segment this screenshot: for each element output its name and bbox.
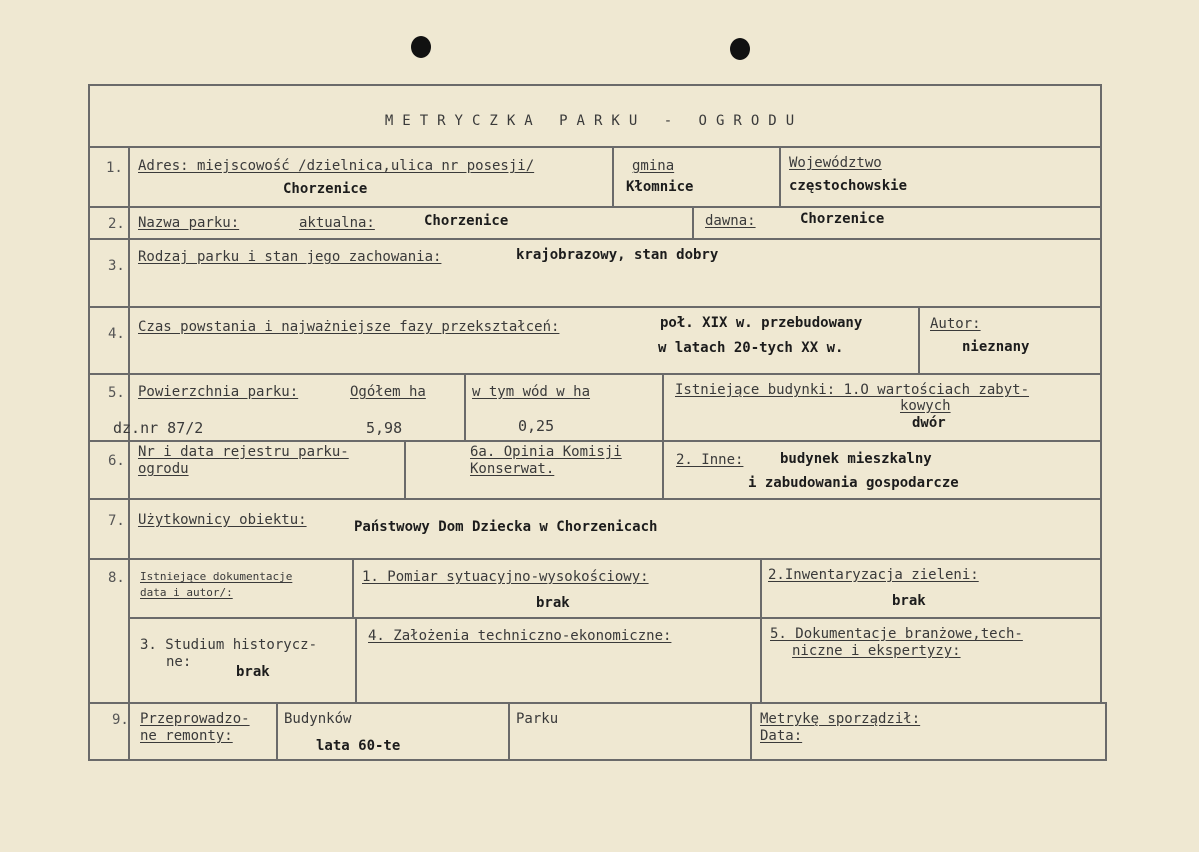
repairs-label-1: Przeprowadzo- (140, 711, 250, 727)
r8-sep-1 (352, 558, 354, 617)
docs-label-2: data i autor/: (140, 586, 233, 599)
buildings-value: dwór (912, 415, 946, 431)
creation-value-line2: w latach 20-tych XX w. (658, 340, 844, 356)
row-number-7: 7. (108, 513, 125, 529)
r8-sep-3 (355, 617, 357, 702)
row-line-3 (88, 306, 1102, 308)
area-label: Powierzchnia parku: (138, 384, 299, 400)
frame-top (88, 84, 1102, 86)
row-number-6: 6. (108, 453, 125, 469)
park-type-label: Rodzaj parku i stan jego zachowania: (138, 249, 442, 265)
row-number-2: 2. (108, 216, 125, 232)
other-buildings-value-1: budynek mieszkalny (780, 451, 932, 467)
card-title: METRYCZKA PARKU - OGRODU (384, 113, 804, 129)
current-name-value: Chorzenice (424, 213, 509, 229)
greenery-value: brak (892, 593, 926, 609)
address-label: Adres: miejscowość /dzielnica,ulica nr posesji/ (138, 158, 535, 174)
row-line-7 (88, 558, 1102, 560)
r4-sep (918, 306, 920, 373)
gmina-value: Kłomnice (626, 179, 694, 195)
r2-sep (692, 206, 694, 238)
total-area-label: Ogółem ha (350, 384, 426, 400)
greenery-label: 2.Inwentaryzacja zieleni: (768, 567, 979, 583)
voivodeship-label: Województwo (789, 155, 882, 171)
tech-econ-label: 4. Założenia techniczno-ekonomiczne: (368, 628, 672, 644)
r5-sep-2 (662, 373, 664, 498)
survey-label: 1. Pomiar sytuacyjno-wysokościowy: (362, 569, 649, 585)
r9-sep-2 (508, 702, 510, 761)
row-line-4 (88, 373, 1102, 375)
branch-docs-label-1: 5. Dokumentacje branżowe,tech- (770, 626, 1023, 642)
creation-label: Czas powstania i najważniejsze fazy przekształceń: (138, 319, 560, 335)
history-value: brak (236, 664, 270, 680)
former-name-value: Chorzenice (800, 211, 885, 227)
row-line-8a (128, 617, 1102, 619)
row-line-2 (88, 238, 1102, 240)
water-area-value: 0,25 (518, 417, 555, 435)
r1-sep-2 (779, 146, 781, 206)
repairs-buildings-value: lata 60-te (316, 738, 401, 754)
row-number-5: 5. (108, 385, 125, 401)
r9-sep-1 (276, 702, 278, 761)
row-number-9: 9. (112, 712, 129, 728)
plot-number: dz.nr 87/2 (113, 419, 204, 437)
users-label: Użytkownicy obiektu: (138, 512, 307, 528)
history-label-2: ne: (166, 654, 192, 670)
other-buildings-label: 2. Inne: (676, 452, 744, 468)
park-type-value: krajobrazowy, stan dobry (516, 247, 719, 263)
former-name-label: dawna: (705, 213, 756, 229)
date-label: Data: (760, 728, 803, 744)
docs-label-1: Istniejące dokumentacje (140, 570, 293, 583)
frame-title-bottom (88, 146, 1102, 148)
users-value: Państwowy Dom Dziecka w Chorzenicach (354, 519, 658, 535)
row-line-8 (88, 702, 1106, 704)
r1-sep-1 (612, 146, 614, 206)
row-line-6 (88, 498, 1102, 500)
row-line-1 (88, 206, 1102, 208)
frame-bottom (88, 759, 1106, 761)
register-label-2: ogrodu (138, 461, 189, 477)
row-number-8: 8. (108, 570, 125, 586)
opinion-label-1: 6a. Opinia Komisji (470, 444, 622, 460)
history-label-1: 3. Studium historycz- (140, 637, 318, 653)
punch-hole-left (411, 36, 431, 58)
r5-sep-1 (464, 373, 466, 440)
author-label: Autor: (930, 316, 981, 332)
buildings-label-2: kowych (900, 398, 951, 414)
water-area-label: w tym wód w ha (472, 384, 591, 400)
row-number-3: 3. (108, 258, 125, 274)
total-area-value: 5,98 (366, 419, 403, 437)
frame-right-lower (1105, 702, 1107, 761)
prepared-by-label: Metrykę sporządził: (760, 711, 921, 727)
author-value: nieznany (962, 339, 1030, 355)
repairs-label-2: ne remonty: (140, 728, 233, 744)
buildings-label-1: Istniejące budynki: 1.O wartościach zabyt- (675, 382, 1030, 398)
current-name-label: aktualna: (299, 215, 375, 231)
branch-docs-label-2: niczne i ekspertyzy: (792, 643, 961, 659)
survey-value: brak (536, 595, 570, 611)
register-label-1: Nr i data rejestru parku- (138, 444, 349, 460)
row-number-1: 1. (106, 160, 123, 176)
park-name-label: Nazwa parku: (138, 215, 240, 231)
r6-sep (404, 440, 406, 498)
row-line-5 (88, 440, 1102, 442)
voivodeship-value: częstochowskie (789, 178, 908, 194)
repairs-park-label: Parku (516, 711, 559, 727)
punch-hole-right (730, 38, 750, 60)
opinion-label-2: Konserwat. (470, 461, 555, 477)
other-buildings-value-2: i zabudowania gospodarcze (748, 475, 959, 491)
creation-value-line1: poł. XIX w. przebudowany (660, 315, 863, 331)
frame-left (88, 84, 90, 761)
gmina-label: gmina (632, 158, 675, 174)
r8-sep-2 (760, 558, 762, 702)
repairs-buildings-label: Budynków (284, 711, 352, 727)
r9-sep-3 (750, 702, 752, 761)
row-number-4: 4. (108, 326, 125, 342)
address-value: Chorzenice (283, 181, 368, 197)
frame-right (1100, 84, 1102, 704)
